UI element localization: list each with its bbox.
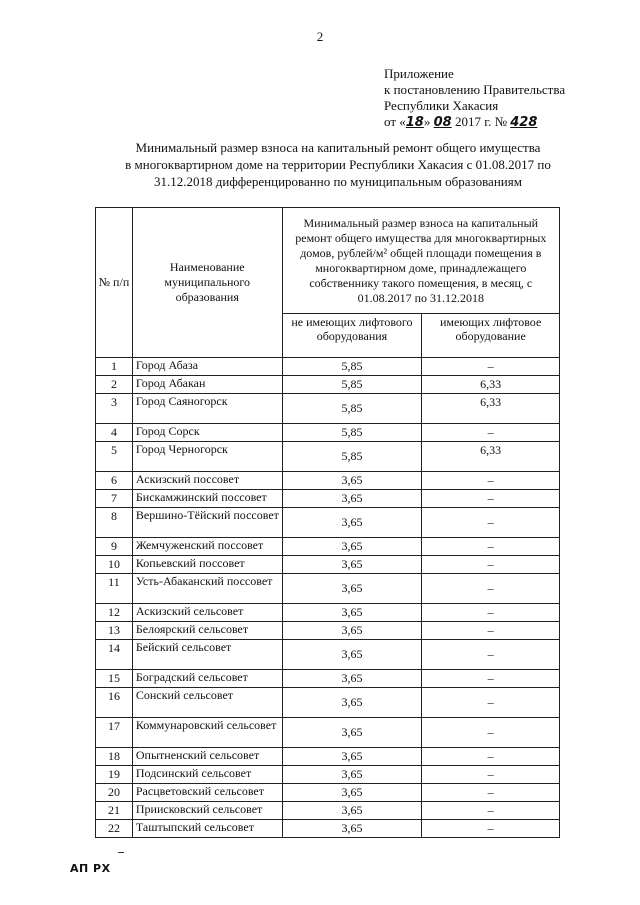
municipality-name: Подсинский сельсовет [132,766,282,784]
column-header-number: № п/п [96,208,133,358]
municipality-name: Коммунаровский сельсовет [132,718,282,748]
row-number: 3 [96,394,133,424]
fee-lift: – [422,640,560,670]
municipality-name: Бискамжинский поссовет [132,490,282,508]
row-number: 18 [96,748,133,766]
appendix-title: Приложение [384,66,454,81]
decree-number: 428 [510,115,538,130]
table-row [96,766,560,784]
table-row [96,748,560,766]
number-prefix: № [494,114,507,129]
municipality-name: Белоярский сельсовет [132,622,282,640]
fee-no-lift: 5,85 [282,376,422,394]
fee-no-lift: 3,65 [282,604,422,622]
fee-no-lift: 3,65 [282,820,422,838]
row-number: 21 [96,802,133,820]
office-stamp: АП РХ [70,862,111,875]
date-month: 08 [433,115,452,130]
fee-lift: – [422,556,560,574]
table-row [96,556,560,574]
fee-lift: – [422,490,560,508]
municipality-name: Сонский сельсовет [132,688,282,718]
municipality-name: Усть-Абаканский поссовет [132,574,282,604]
fee-lift: – [422,784,560,802]
fee-lift: – [422,538,560,556]
margin-mark [118,852,124,853]
title-line-2: в многоквартирном доме на территории Республики Хакасия с 01.08.2017 по [125,157,551,172]
row-number: 16 [96,688,133,718]
row-number: 8 [96,508,133,538]
table-row [96,472,560,490]
fee-lift: – [422,802,560,820]
fee-lift: – [422,604,560,622]
table-row [96,394,560,424]
fee-no-lift: 5,85 [282,442,422,472]
municipality-name: Город Саяногорск [132,394,282,424]
row-number: 5 [96,442,133,472]
table-row [96,640,560,670]
row-number: 22 [96,820,133,838]
table-row [96,820,560,838]
fee-no-lift: 3,65 [282,802,422,820]
page-number: 2 [316,29,324,44]
fee-no-lift: 3,65 [282,688,422,718]
column-header-fee: Минимальный размер взноса на капитальный ремонт общего имущества для многоквартирных домов, рублей/м² общей площади помещения в многоквартирном доме, принадлежащего собственнику такого помещения, в месяц, с 01.08.2017 по 31.12.2018 [282,208,559,314]
municipality-name: Боградский сельсовет [132,670,282,688]
fee-no-lift: 5,85 [282,424,422,442]
fee-no-lift: 3,65 [282,490,422,508]
fee-no-lift: 3,65 [282,640,422,670]
fee-lift: – [422,766,560,784]
municipality-name: Город Сорск [132,424,282,442]
document-title [100,139,576,190]
fee-lift: – [422,748,560,766]
table-row [96,688,560,718]
fee-no-lift: 3,65 [282,556,422,574]
fee-lift: – [422,820,560,838]
table-row [96,574,560,604]
date-mid: » [423,114,431,129]
fee-lift: – [422,688,560,718]
date-day: 18 [405,115,424,130]
row-number: 7 [96,490,133,508]
row-number: 13 [96,622,133,640]
appendix-date-line [384,114,565,131]
fee-lift: – [422,574,560,604]
row-number: 4 [96,424,133,442]
municipality-name: Таштыпский сельсовет [132,820,282,838]
row-number: 17 [96,718,133,748]
row-number: 6 [96,472,133,490]
subheader-lift: имеющих лифтовое оборудование [422,314,560,358]
table-row [96,802,560,820]
appendix-region: Республики Хакасия [384,98,499,113]
date-year: 2017 г. [454,114,492,129]
table-row [96,670,560,688]
appendix-reference: к постановлению Правительства [384,82,566,97]
table-row [96,442,560,472]
fee-lift: – [422,670,560,688]
fee-no-lift: 3,65 [282,670,422,688]
table-row [96,718,560,748]
title-line-3: 31.12.2018 дифференцированно по муниципальным образованиям [154,174,522,189]
row-number: 11 [96,574,133,604]
municipality-name: Опытненский сельсовет [132,748,282,766]
table-row [96,490,560,508]
fee-no-lift: 5,85 [282,358,422,376]
municipality-name: Аскизский сельсовет [132,604,282,622]
municipality-name: Город Черногорск [132,442,282,472]
title-line-1: Минимальный размер взноса на капитальный ремонт общего имущества [135,140,541,155]
municipality-name: Жемчуженский поссовет [132,538,282,556]
fee-no-lift: 3,65 [282,748,422,766]
municipality-name: Бейский сельсовет [132,640,282,670]
table-row [96,424,560,442]
fee-no-lift: 3,65 [282,766,422,784]
municipality-name: Расцветовский сельсовет [132,784,282,802]
table-row [96,784,560,802]
municipality-name: Копьевский поссовет [132,556,282,574]
subheader-no-lift: не имеющих лифтового оборудования [282,314,422,358]
table-row [96,622,560,640]
fee-table [95,207,560,838]
fee-lift: 6,33 [422,376,560,394]
fee-no-lift: 3,65 [282,784,422,802]
row-number: 9 [96,538,133,556]
fee-no-lift: 3,65 [282,574,422,604]
fee-lift: – [422,622,560,640]
table-row [96,508,560,538]
fee-no-lift: 3,65 [282,538,422,556]
row-number: 14 [96,640,133,670]
municipality-name: Город Абакан [132,376,282,394]
row-number: 15 [96,670,133,688]
fee-no-lift: 5,85 [282,394,422,424]
table-row [96,604,560,622]
row-number: 2 [96,376,133,394]
fee-no-lift: 3,65 [282,718,422,748]
municipality-name: Аскизский поссовет [132,472,282,490]
fee-lift: 6,33 [422,394,560,424]
table-row [96,358,560,376]
fee-no-lift: 3,65 [282,472,422,490]
fee-lift: – [422,472,560,490]
fee-lift: 6,33 [422,442,560,472]
fee-lift: – [422,424,560,442]
fee-no-lift: 3,65 [282,622,422,640]
municipality-name: Вершино-Тёйский поссовет [132,508,282,538]
row-number: 20 [96,784,133,802]
column-header-name: Наименование муниципального образования [132,208,282,358]
fee-lift: – [422,718,560,748]
table-row [96,538,560,556]
row-number: 19 [96,766,133,784]
fee-lift: – [422,358,560,376]
row-number: 10 [96,556,133,574]
row-number: 1 [96,358,133,376]
municipality-name: Город Абаза [132,358,282,376]
fee-lift: – [422,508,560,538]
date-prefix: от « [384,114,406,129]
municipality-name: Приисковский сельсовет [132,802,282,820]
appendix-block [384,66,565,131]
fee-no-lift: 3,65 [282,508,422,538]
row-number: 12 [96,604,133,622]
table-row [96,376,560,394]
